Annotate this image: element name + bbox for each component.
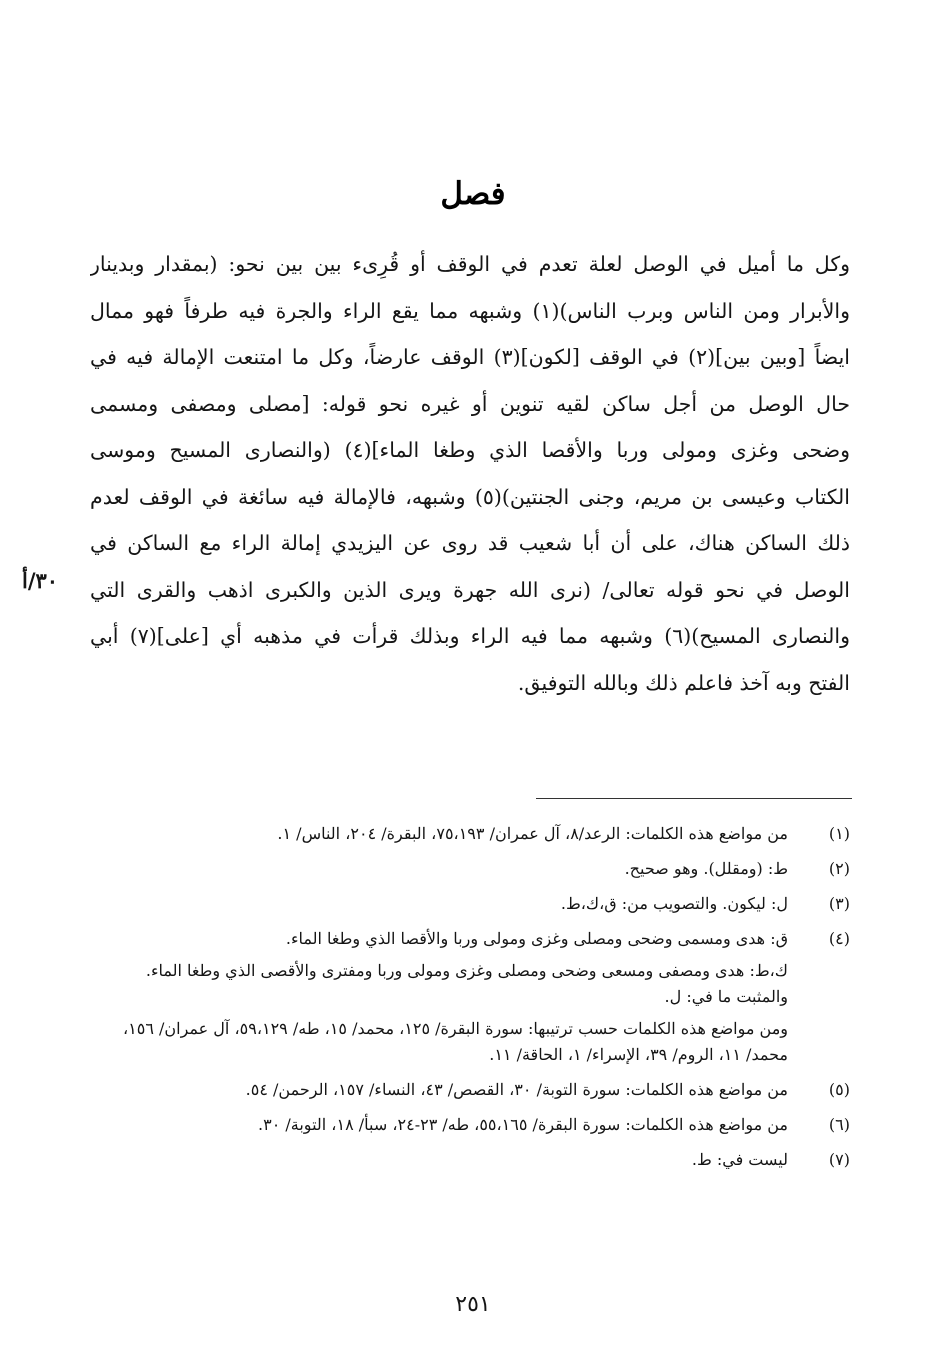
- text-line: والأبرار ومن الناس وبرب الناس)(١) وشبهه مما يقع الراء والجرة فيه طرفاً فهو ممال: [90, 298, 850, 323]
- footnote-number: (٣): [828, 894, 850, 913]
- footnote-text: ق: هدى ومسمى وضحى ومصلى وغزى ومولى وربا والأقصا الذي وطغا الماء.: [285, 929, 788, 948]
- footnote: [90, 1112, 850, 1138]
- footnote: [90, 856, 850, 882]
- footnote-text: من مواضع هذه الكلمات: سورة التوبة/ ٣٠، القصص/ ٤٣، النساء/ ١٥٧، الرحمن/ ٥٤.: [245, 1080, 788, 1099]
- footnote-number: (٢): [828, 859, 850, 878]
- footnote-text: ط: (ومقلل). وهو صحيح.: [624, 859, 788, 878]
- main-text: [90, 244, 850, 709]
- text-line: وضحى وغزى ومولى وربا والأقصا الذي وطغا الماء](٤) (والنصارى المسيح وموسى: [90, 438, 850, 462]
- text-line: ايضاً [وبين بين](٢) في الوقف [لكون](٣) الوقف عارضاً، وكل ما امتنعت الإمالة فيه في: [90, 345, 850, 369]
- footnote-number: (١): [828, 824, 850, 843]
- footnotes: [90, 821, 850, 1182]
- text-line: ذلك الساكن هناك، على أن أبا شعيب قد روى عن اليزيدي إمالة الراء مع الساكن في: [90, 531, 850, 555]
- footnote-number: (٤): [828, 929, 850, 948]
- footnote: [90, 891, 850, 917]
- text-line: الفتح وبه آخذ فاعلم ذلك وبالله التوفيق.: [517, 670, 850, 695]
- footnote-number: (٧): [828, 1150, 850, 1169]
- footnote: [90, 1077, 850, 1103]
- footnote-text: من مواضع هذه الكلمات: سورة البقرة/ ٥٥،١٦٥، طه/ ٢٣-٢٤، سبأ/ ١٨، التوبة/ ٣٠.: [258, 1115, 788, 1134]
- text-line: الوصل في نحو قوله تعالى/ (نرى الله جهرة ويرى الذين والكبرى اذهب والقرى التي: [90, 577, 850, 602]
- footnote-number: (٦): [828, 1115, 850, 1134]
- page-number: ٢٥١: [455, 1292, 491, 1317]
- footnote-text: ل: ليكون. والتصويب من: ق،ك،ط.: [560, 894, 788, 913]
- section-title: فصل: [440, 176, 506, 212]
- text-line: والنصارى المسيح)(٦) وشبهه مما فيه الراء وبذلك قرأت في مذهبه أي [على](٧) أبي: [90, 624, 850, 648]
- footnote-text: من مواضع هذه الكلمات: الرعد/٨، آل عمران/ ٧٥،١٩٣، البقرة/ ٢٠٤، الناس/ ١.: [277, 824, 788, 843]
- footnote: [90, 1147, 850, 1173]
- text-line: حال الوصل من أجل ساكن لقيه تنوين أو غيره نحو قوله: [مصلى ومصفى ومسمى: [90, 391, 850, 416]
- footnote: [90, 821, 850, 847]
- text-line: الكتاب وعيسى بن مريم، وجنى الجنتين)(٥) وشبهه، فالإمالة فيه سائغة في الوقف لعدم: [90, 484, 850, 509]
- footnote-continuation: ومن مواضع هذه الكلمات حسب ترتيبها: سورة البقرة/ ١٢٥، محمد/ ١٥، طه/ ٥٩،١٢٩، آل عمران/ ١٥٦، محمد/ ١١، الروم/ ٣٩، الإسراء/ ١، الحاقة/ ١١.: [122, 1019, 788, 1064]
- footnote-text: ليست في: ط.: [691, 1150, 788, 1169]
- text-line: وكل ما أميل في الوصل لعلة تعدم في الوقف أو قُرِىء بين بين نحو: (بمقدار وبدينار: [90, 252, 850, 276]
- folio-marker: ٣٠/أ: [22, 568, 59, 593]
- footnote-continuation: ك،ط: هدى ومصفى ومسعى وضحى ومصلى وغزى ومولى وربا ومفترى والأقصى الذي وطغا الماء. والمثبت ما في: ل.: [145, 961, 788, 1006]
- footnote-number: (٥): [828, 1080, 850, 1099]
- footnote-divider: [536, 798, 852, 799]
- footnote: [90, 926, 850, 1068]
